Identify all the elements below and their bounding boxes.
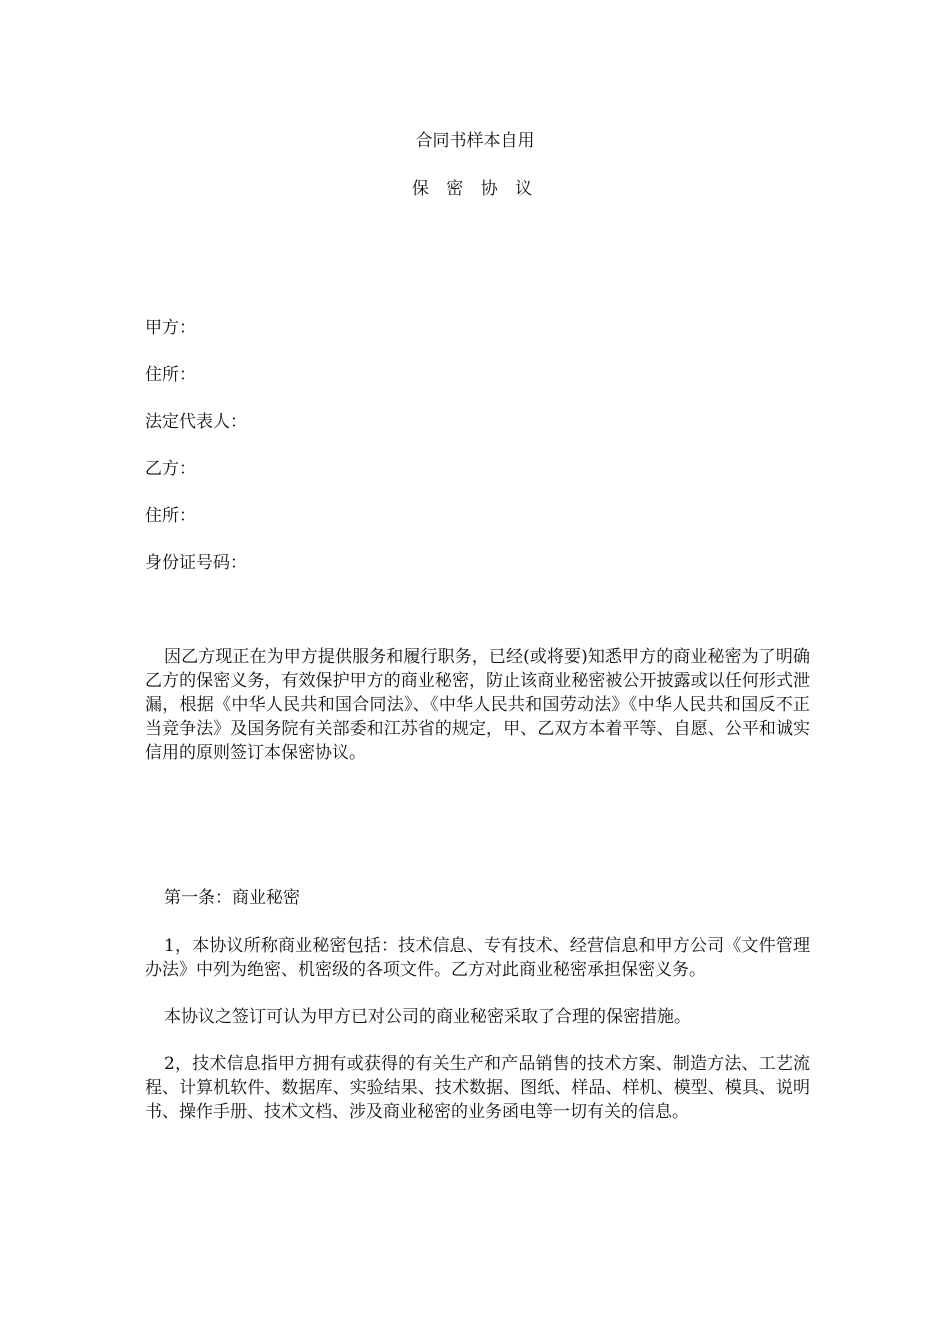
party-a-label: 甲方：	[145, 318, 196, 338]
document-title: 合同书样本自用	[415, 131, 535, 151]
article-1-clause-1-note: 本协议之签订可认为甲方已对公司的商业秘密采取了合理的保密措施。	[164, 1007, 691, 1027]
party-b-address-label: 住所：	[145, 506, 196, 526]
preamble-paragraph: 因乙方现正在为甲方提供服务和履行职务，已经(或将要)知悉甲方的商业秘密为了明确乙方的保密义务，有效保护甲方的商业秘密，防止该商业秘密被公开披露或以任何形式泄漏，根据《中华人民共和国合同法》、《中华人民共和国劳动法》《中华人民共和国反不正当竞争法》及国务院有关部委和江苏省的规定，甲、乙双方本着平等、自愿、公平和诚实信用的原则签订本保密协议。	[145, 647, 810, 763]
article-1-clause-1: 1，本协议所称商业秘密包括：技术信息、专有技术、经营信息和甲方公司《文件管理办法》中列为绝密、机密级的各项文件。乙方对此商业秘密承担保密义务。	[145, 936, 810, 980]
party-a-address-label: 住所：	[145, 365, 196, 385]
party-b-label: 乙方：	[145, 459, 196, 479]
article-1-clause-2: 2，技术信息指甲方拥有或获得的有关生产和产品销售的技术方案、制造方法、工艺流程、计算机软件、数据库、实验结果、技术数据、图纸、样品、样机、模型、模具、说明书、操作手册、技术文档、涉及商业秘密的业务函电等一切有关的信息。	[145, 1054, 810, 1122]
legal-representative-label: 法定代表人：	[145, 412, 247, 432]
article-1-heading: 第一条：商业秘密	[164, 888, 300, 908]
agreement-title: 保 密 协 议	[411, 179, 539, 199]
id-number-label: 身份证号码：	[145, 553, 247, 573]
